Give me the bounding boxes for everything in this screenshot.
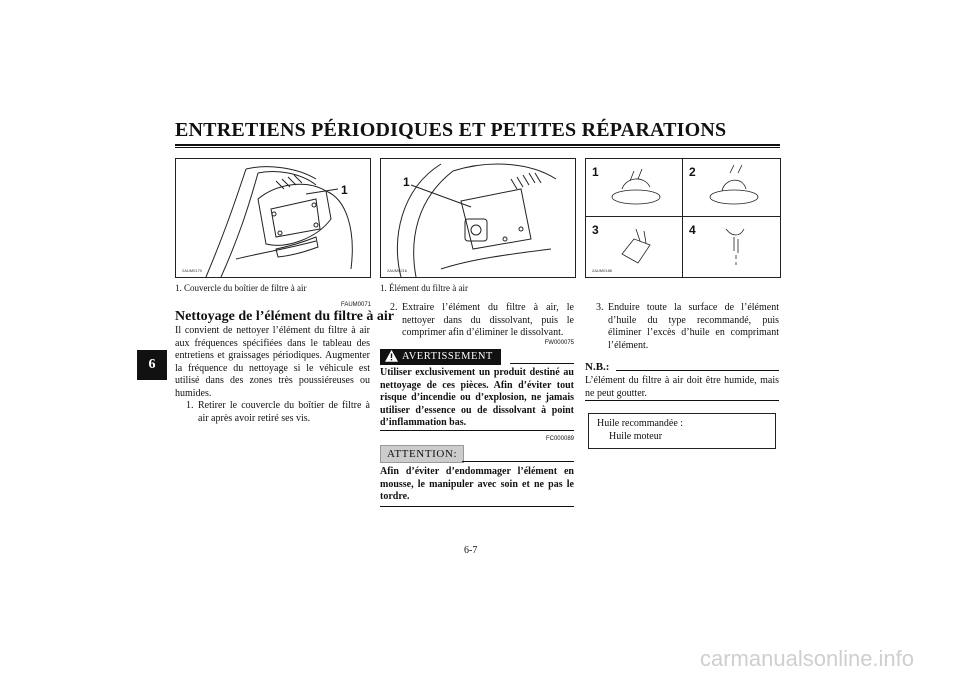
figure2-callout: 1 [403,175,410,189]
attention-badge: ATTENTION: [380,445,464,463]
figure-cleaning-steps [585,158,781,278]
nb-label: N.B.: [585,361,610,373]
figure1-code: 2AUM0170 [182,268,203,273]
recommended-oil-box [588,413,776,449]
warning-rule [510,363,574,364]
chapter-tab: 6 [137,350,167,380]
nb-rule [616,370,779,371]
warning-badge [380,349,501,365]
figure1-caption: 1. Couvercle du boîtier de filtre à air [175,283,307,293]
panel-1-number: 1 [592,165,599,179]
step-2 [390,302,574,340]
warning-text: Utiliser exclusivement un produit destiné au nettoyage de ces pièces. Afin d’éviter tout risque d’incendie ou d’explosion, ne jamais utiliser d’essence ou de dissolvant à point d’inflammation bas. [380,367,574,428]
title-rule [175,144,780,146]
warning-label: AVERTISSEMENT [402,351,493,362]
air-filter-cover-illustration [176,159,370,277]
warning-triangle-icon [385,350,398,362]
nb-text: L’élément du filtre à air doit être humide, mais ne peut goutter. [585,375,779,399]
page-title: ENTRETIENS PÉRIODIQUES ET PETITES RÉPARATIONS [175,119,727,141]
step-2-text: Extraire l’élément du filtre à air, le nettoyer dans du dissolvant, puis le comprimer afin d’éliminer le dissolvant. [402,302,574,338]
panel-3-number: 3 [592,223,599,237]
section-heading: Nettoyage de l’élément du filtre à air [175,309,395,324]
panel-4-number: 4 [689,223,696,237]
page-number: 6-7 [464,545,478,556]
oil-label: Huile recommandée : [597,418,684,429]
warning-bottom-rule [380,430,574,431]
figure2-code: 2AUM0216 [387,268,408,273]
attention-bottom-rule [380,506,574,507]
step-3-text: Enduire toute la surface de l’élément d’huile du type recommandé, puis éliminer l’excès d’huile en comprimant l’élément. [608,302,779,351]
panel-2-number: 2 [689,165,696,179]
step-3 [596,302,779,352]
figure1-callout: 1 [341,183,348,197]
attention-code: FC000089 [545,436,574,442]
cleaning-steps-illustration [586,159,780,277]
step-1 [186,400,370,425]
title-rule-thin [175,147,780,148]
step-1-text: Retirer le couvercle du boîtier de filtre à air après avoir retiré ses vis. [198,400,370,424]
section-code: FAUM0071 [340,302,371,308]
attention-text: Afin d’éviter d’endommager l’élément en mousse, le manipuler avec soin et ne pas le tordre. [380,466,574,502]
watermark: carmanualsonline.info [700,646,915,671]
nb-bottom-rule [585,400,779,401]
step-1-number: 1. [186,400,194,411]
step-3-number: 3. [596,302,604,313]
oil-value: Huile moteur [609,430,663,442]
intro-paragraph: Il convient de nettoyer l’élément du filtre à air aux fréquences spécifiées dans le tableau des entretiens et graissages périodiques. Augmenter la fréquence du nettoyage si le véhicule est utilisé dans des zones très poussiéreuses ou humides. [175,325,370,399]
attention-rule [462,461,574,462]
warning-code: FW000075 [544,340,574,346]
figure2-caption: 1. Élément du filtre à air [380,283,468,293]
step-2-number: 2. [390,302,398,313]
figure-air-filter-element [380,158,576,278]
figure3-code: 2AUM0186 [592,268,613,273]
air-filter-element-illustration [381,159,575,277]
figure-air-filter-cover [175,158,371,278]
